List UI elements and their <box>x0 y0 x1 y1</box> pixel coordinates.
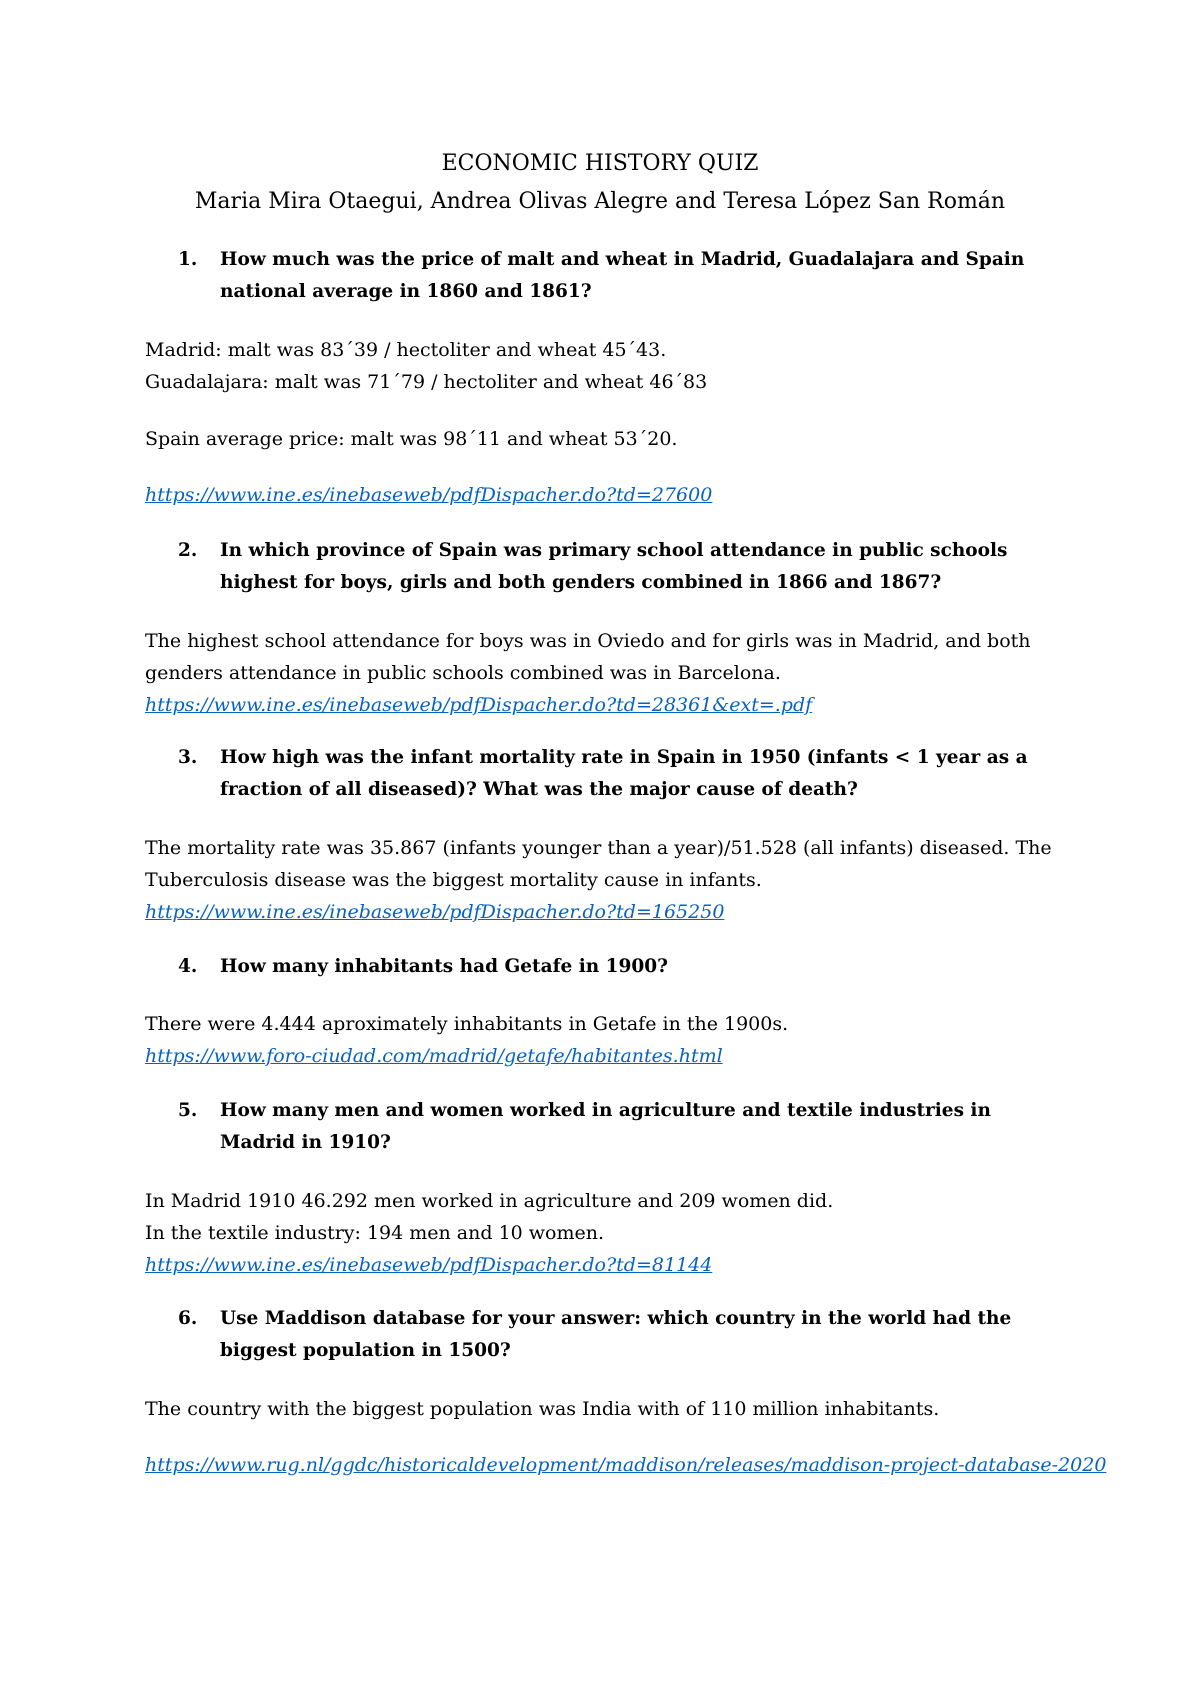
question-text: How many inhabitants had Getafe in 1900? <box>220 956 668 977</box>
document-title: ECONOMIC HISTORY QUIZ <box>441 151 759 176</box>
question-6 <box>178 1303 1078 1367</box>
answer-line: Madrid: malt was 83´39 / hectoliter and wheat 45´43. <box>145 339 667 361</box>
question-text: How many men and women worked in agriculture and textile industries in Madrid in 1910? <box>220 1100 991 1153</box>
answer-2 <box>145 625 1080 721</box>
source-link[interactable]: https://www.ine.es/inebaseweb/pdfDispacher.do?td=165250 <box>145 901 725 923</box>
question-4 <box>178 951 1078 983</box>
answer-3 <box>145 832 1080 928</box>
answer-4 <box>145 1008 1080 1072</box>
answer-line: Spain average price: malt was 98´11 and wheat 53´20. <box>145 428 678 450</box>
question-number: 6. <box>178 1308 198 1329</box>
answer-text: The country with the biggest population was India with of 110 million inhabitants. <box>145 1398 940 1420</box>
question-text: How high was the infant mortality rate in Spain in 1950 (infants < 1 year as a fraction of all diseased)? What was the major cause of death? <box>220 747 1028 800</box>
answer-line: In the textile industry: 194 men and 10 women. <box>145 1222 605 1244</box>
question-2 <box>178 535 1078 599</box>
question-number: 4. <box>178 956 198 977</box>
document-authors: Maria Mira Otaegui, Andrea Olivas Alegre and Teresa López San Román <box>194 189 1006 214</box>
question-number: 2. <box>178 540 198 561</box>
question-number: 5. <box>178 1100 198 1121</box>
answer-6-source <box>145 1449 1107 1481</box>
source-link[interactable]: https://www.ine.es/inebaseweb/pdfDispacher.do?td=28361&ext=.pdf <box>145 694 813 716</box>
question-3 <box>178 742 1078 806</box>
answer-1-summary <box>145 423 1080 455</box>
answer-text: The mortality rate was 35.867 (infants younger than a year)/51.528 (all infants) diseased. The Tuberculosis disease was the biggest mortality cause in infants. <box>145 837 1052 891</box>
source-link[interactable]: https://www.ine.es/inebaseweb/pdfDispacher.do?td=81144 <box>145 1254 713 1276</box>
answer-line: In Madrid 1910 46.292 men worked in agriculture and 209 women did. <box>145 1190 834 1212</box>
answer-text: The highest school attendance for boys was in Oviedo and for girls was in Madrid, and both genders attendance in public schools combined was in Barcelona. <box>145 630 1031 684</box>
question-5 <box>178 1095 1078 1159</box>
source-link[interactable]: https://www.ine.es/inebaseweb/pdfDispacher.do?td=27600 <box>145 484 713 506</box>
answer-5 <box>145 1185 1080 1281</box>
question-number: 1. <box>178 249 198 270</box>
question-text: In which province of Spain was primary school attendance in public schools highest for boys, girls and both genders combined in 1866 and 1867? <box>220 540 1008 593</box>
question-text: How much was the price of malt and wheat in Madrid, Guadalajara and Spain national average in 1860 and 1861? <box>220 249 1025 302</box>
answer-1-source <box>145 479 1080 511</box>
source-link[interactable]: https://www.rug.nl/ggdc/historicaldevelopment/maddison/releases/maddison-project-database-2020 <box>145 1454 1107 1476</box>
question-text: Use Maddison database for your answer: which country in the world had the biggest population in 1500? <box>220 1308 1012 1361</box>
source-link[interactable]: https://www.foro-ciudad.com/madrid/getafe/habitantes.html <box>145 1045 723 1067</box>
question-number: 3. <box>178 747 198 768</box>
answer-6 <box>145 1393 1080 1425</box>
answer-text: There were 4.444 aproximately inhabitants in Getafe in the 1900s. <box>145 1013 789 1035</box>
answer-1 <box>145 334 1080 398</box>
answer-line: Guadalajara: malt was 71´79 / hectoliter and wheat 46´83 <box>145 371 708 393</box>
question-1 <box>178 244 1078 308</box>
